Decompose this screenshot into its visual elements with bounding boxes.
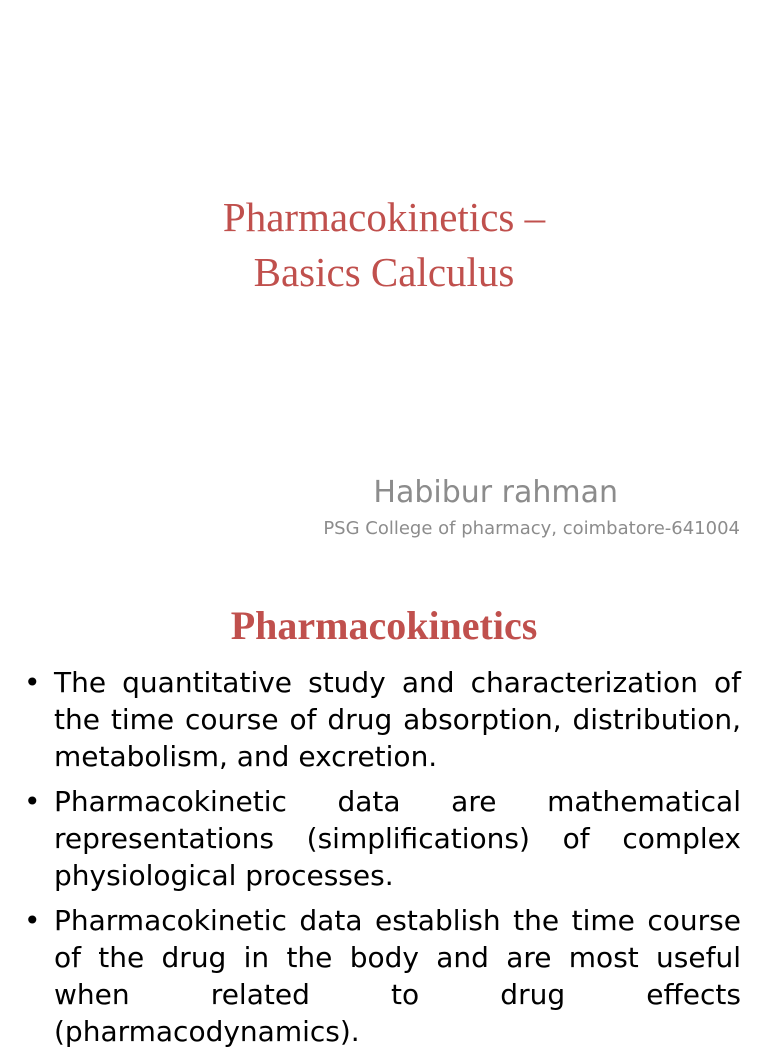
bullet-item xyxy=(24,902,741,1050)
bullet-dot-icon: • xyxy=(24,904,41,937)
content-slide xyxy=(0,576,768,1048)
bullet-text: Pharmacokinetic data are mathematical representations (simplifications) of complex physiological processes. xyxy=(54,785,741,892)
bullet-item xyxy=(24,664,741,775)
title-line-2: Basics Calculus xyxy=(253,249,515,295)
slide-title xyxy=(0,190,768,300)
bullet-dot-icon: • xyxy=(24,666,41,699)
bullet-item xyxy=(24,783,741,894)
author-name: Habibur rahman xyxy=(373,475,618,510)
content-heading: Pharmacokinetics xyxy=(230,603,538,648)
title-line-1: Pharmacokinetics – xyxy=(222,194,546,240)
bullet-text: Pharmacokinetic data establish the time course of the drug in the body and are most useful when related to drug effects (pharmacodynamics). xyxy=(54,904,741,1048)
bullet-text: The quantitative study and characterization of the time course of drug absorption, distribution, metabolism, and excretion. xyxy=(54,666,741,773)
bullet-list xyxy=(24,664,741,1058)
bullet-dot-icon: • xyxy=(24,785,41,818)
author-affiliation: PSG College of pharmacy, coimbatore-641004 xyxy=(323,518,740,539)
